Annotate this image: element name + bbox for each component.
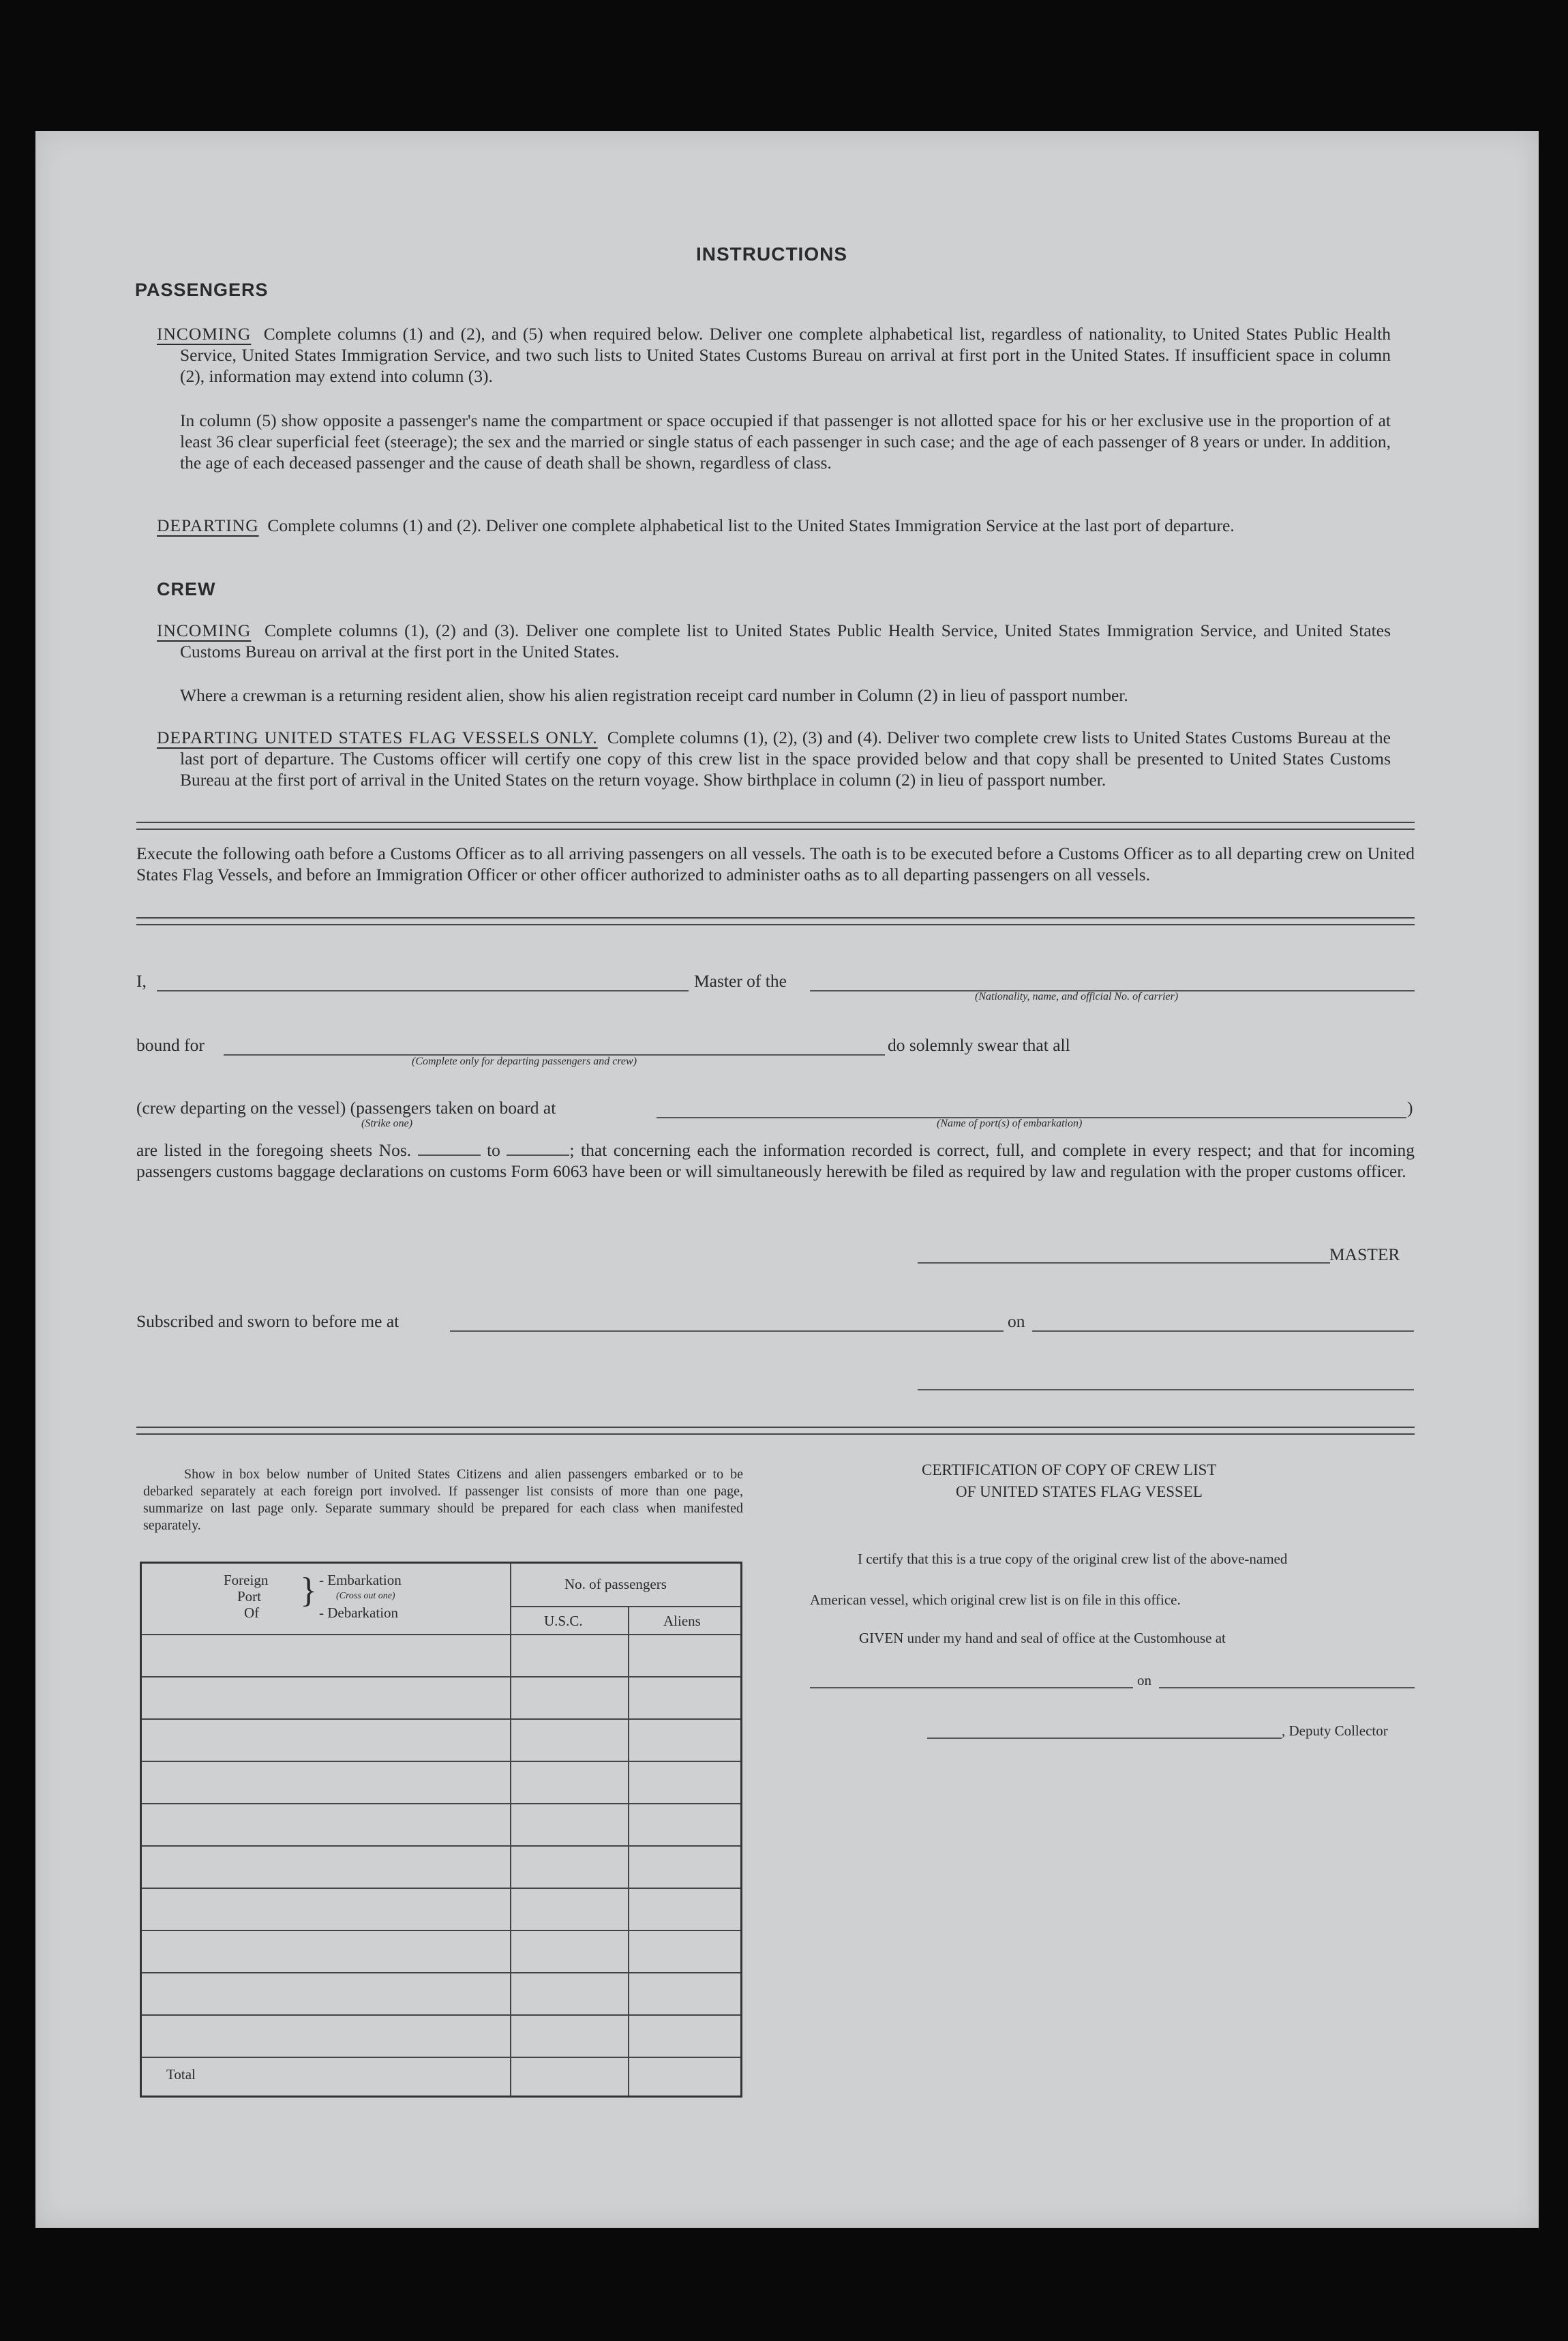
passenger-summary-table xyxy=(140,1562,742,2098)
master-label: MASTER xyxy=(1329,1244,1400,1264)
oath-intro: Execute the following oath before a Customs Officer as to all arriving passengers on all vessels. The oath is to be executed before a Customs Officer as to all departing crew on United States Flag Vessels, and before an Immigration Officer or other officer authorized to administer oaths as to all departing passengers on all vessels. xyxy=(136,844,1415,884)
passengers-heading: PASSENGERS xyxy=(135,280,269,300)
master-signature-field[interactable] xyxy=(918,1262,1330,1264)
passengers-departing-text: Complete columns (1) and (2). Deliver one complete alphabetical list to the United States Immigration Service at the last port of departure. xyxy=(267,516,1235,535)
listed-rest: ; that concerning each the information recorded is correct, full, and complete in every respect; and that for incoming passengers customs baggage declarations on customs Form 6063 have been or will simultaneously herewith be filed as required by law and regulation with the proper customs officer. xyxy=(136,1140,1415,1181)
col-foreign: Foreign xyxy=(224,1572,269,1588)
certify-line-2: American vessel, which original crew list is on file in this office. xyxy=(810,1592,1181,1608)
passengers-column5-paragraph: In column (5) show opposite a passenger's name the compartment or space occupied if that passenger is not allotted space for his or her exclusive use in the proportion of at least 36 clear superficial feet (steerage); the sex and the married or single status of each passenger in such case; and the age of each passenger of 8 years or under. In addition, the age of each deceased passenger and the cause of death shall be shown, regardless of class. xyxy=(180,411,1391,473)
passengers-incoming-paragraph xyxy=(157,323,1391,387)
col-of: Of xyxy=(244,1605,260,1621)
col-cross-out: (Cross out one) xyxy=(336,1591,395,1601)
col-no-passengers: No. of passengers xyxy=(564,1576,667,1592)
strike-note: (Strike one) xyxy=(361,1118,413,1129)
summary-instructions: Show in box below number of United States Citizens and alien passengers embarked or to be debarked separately at each foreign port involved. If passenger list consists of more than one page, summarize on last page only. Separate summary should be prepared for each class when manifested separately. xyxy=(143,1467,743,1533)
page-title: INSTRUCTIONS xyxy=(696,243,847,265)
cert-on-label: on xyxy=(1137,1672,1151,1688)
passengers-incoming-text: Complete columns (1) and (2), and (5) when required below. Deliver one complete alphabetical list, regardless of nationality, to United States Public Health Service, United States Immigration Service, and two such lists to United States Customs Bureau on arrival at first port in the United States. If insufficient space in column (2), information may extend into column (3). xyxy=(180,324,1391,386)
master-name-field[interactable] xyxy=(157,990,689,991)
customhouse-field[interactable] xyxy=(810,1687,1133,1688)
bound-note: (Complete only for departing passengers and crew) xyxy=(412,1056,637,1067)
section-divider xyxy=(136,1427,1415,1435)
crew-incoming-paragraph xyxy=(157,620,1391,662)
crew-departing-label: (crew departing on the vessel) (passengers taken on board at xyxy=(136,1098,556,1118)
crew-incoming-text: Complete columns (1), (2) and (3). Deliver one complete list to United States Public Health Service, United States Immigration Service, and United States Customs Bureau on arrival at the first port in the United States. xyxy=(180,621,1391,661)
col-aliens: Aliens xyxy=(663,1613,701,1629)
cert-date-field[interactable] xyxy=(1159,1687,1415,1688)
crew-departing-paragraph xyxy=(157,727,1391,790)
crew-incoming-label: INCOMING xyxy=(157,621,252,640)
brace-icon: } xyxy=(300,1571,317,1610)
carrier-note: (Nationality, name, and official No. of carrier) xyxy=(975,991,1179,1002)
master-of-the-label: Master of the xyxy=(694,971,787,991)
certification-title-2: OF UNITED STATES FLAG VESSEL xyxy=(956,1483,1203,1500)
section-divider xyxy=(136,917,1415,925)
crew-departing-text: Complete columns (1), (2), (3) and (4). Deliver two complete crew lists to United States Customs Bureau at the last port of departure. The Customs officer will certify one copy of this crew list in the space provided below and that copy shall be presented to United States Customs Bureau at the first port of arrival in the United States on the return voyage. Show birthplace in column (2) in lieu of passport number. xyxy=(180,728,1391,790)
crew-heading: CREW xyxy=(157,579,216,599)
given-line: GIVEN under my hand and seal of office at the Customhouse at xyxy=(859,1630,1226,1646)
ports-note: (Name of port(s) of embarkation) xyxy=(937,1118,1083,1129)
total-label: Total xyxy=(166,2066,196,2083)
swear-label: do solemnly swear that all xyxy=(888,1035,1070,1055)
certify-line-1: I certify that this is a true copy of the original crew list of the above-named xyxy=(858,1551,1288,1567)
officer-signature-field[interactable] xyxy=(918,1389,1414,1390)
oath-listed-paragraph xyxy=(136,1139,1415,1182)
crew-returning-paragraph: Where a crewman is a returning resident alien, show his alien registration receipt card number in Column (2) in lieu of passport number. xyxy=(180,685,1128,705)
passengers-departing-paragraph xyxy=(157,515,1391,536)
passengers-incoming-label: INCOMING xyxy=(157,324,252,344)
col-debarkation: - Debarkation xyxy=(319,1605,399,1621)
sworn-on-label: on xyxy=(1008,1311,1025,1331)
crew-departing-label: DEPARTING UNITED STATES FLAG VESSELS ONLY. xyxy=(157,728,598,747)
subscribed-label: Subscribed and sworn to before me at xyxy=(136,1311,399,1331)
sheet-to-field[interactable] xyxy=(507,1142,569,1156)
listed-to: to xyxy=(487,1140,500,1160)
sworn-place-field[interactable] xyxy=(450,1330,1004,1332)
close-paren: ) xyxy=(1407,1098,1413,1118)
listed-start: are listed in the foregoing sheets Nos. xyxy=(136,1140,412,1160)
col-port: Port xyxy=(237,1588,262,1605)
passengers-departing-label: DEPARTING xyxy=(157,516,259,535)
oath-i: I, xyxy=(136,971,147,991)
section-divider xyxy=(136,822,1415,830)
deputy-collector-label: , Deputy Collector xyxy=(1282,1723,1388,1739)
col-embarkation: - Embarkation xyxy=(319,1572,402,1588)
bound-for-label: bound for xyxy=(136,1035,205,1055)
deputy-signature-field[interactable] xyxy=(927,1738,1282,1739)
certification-title-1: CERTIFICATION OF COPY OF CREW LIST xyxy=(922,1461,1217,1478)
col-usc: U.S.C. xyxy=(544,1613,583,1629)
sworn-date-field[interactable] xyxy=(1032,1330,1414,1332)
sheet-from-field[interactable] xyxy=(418,1142,481,1156)
